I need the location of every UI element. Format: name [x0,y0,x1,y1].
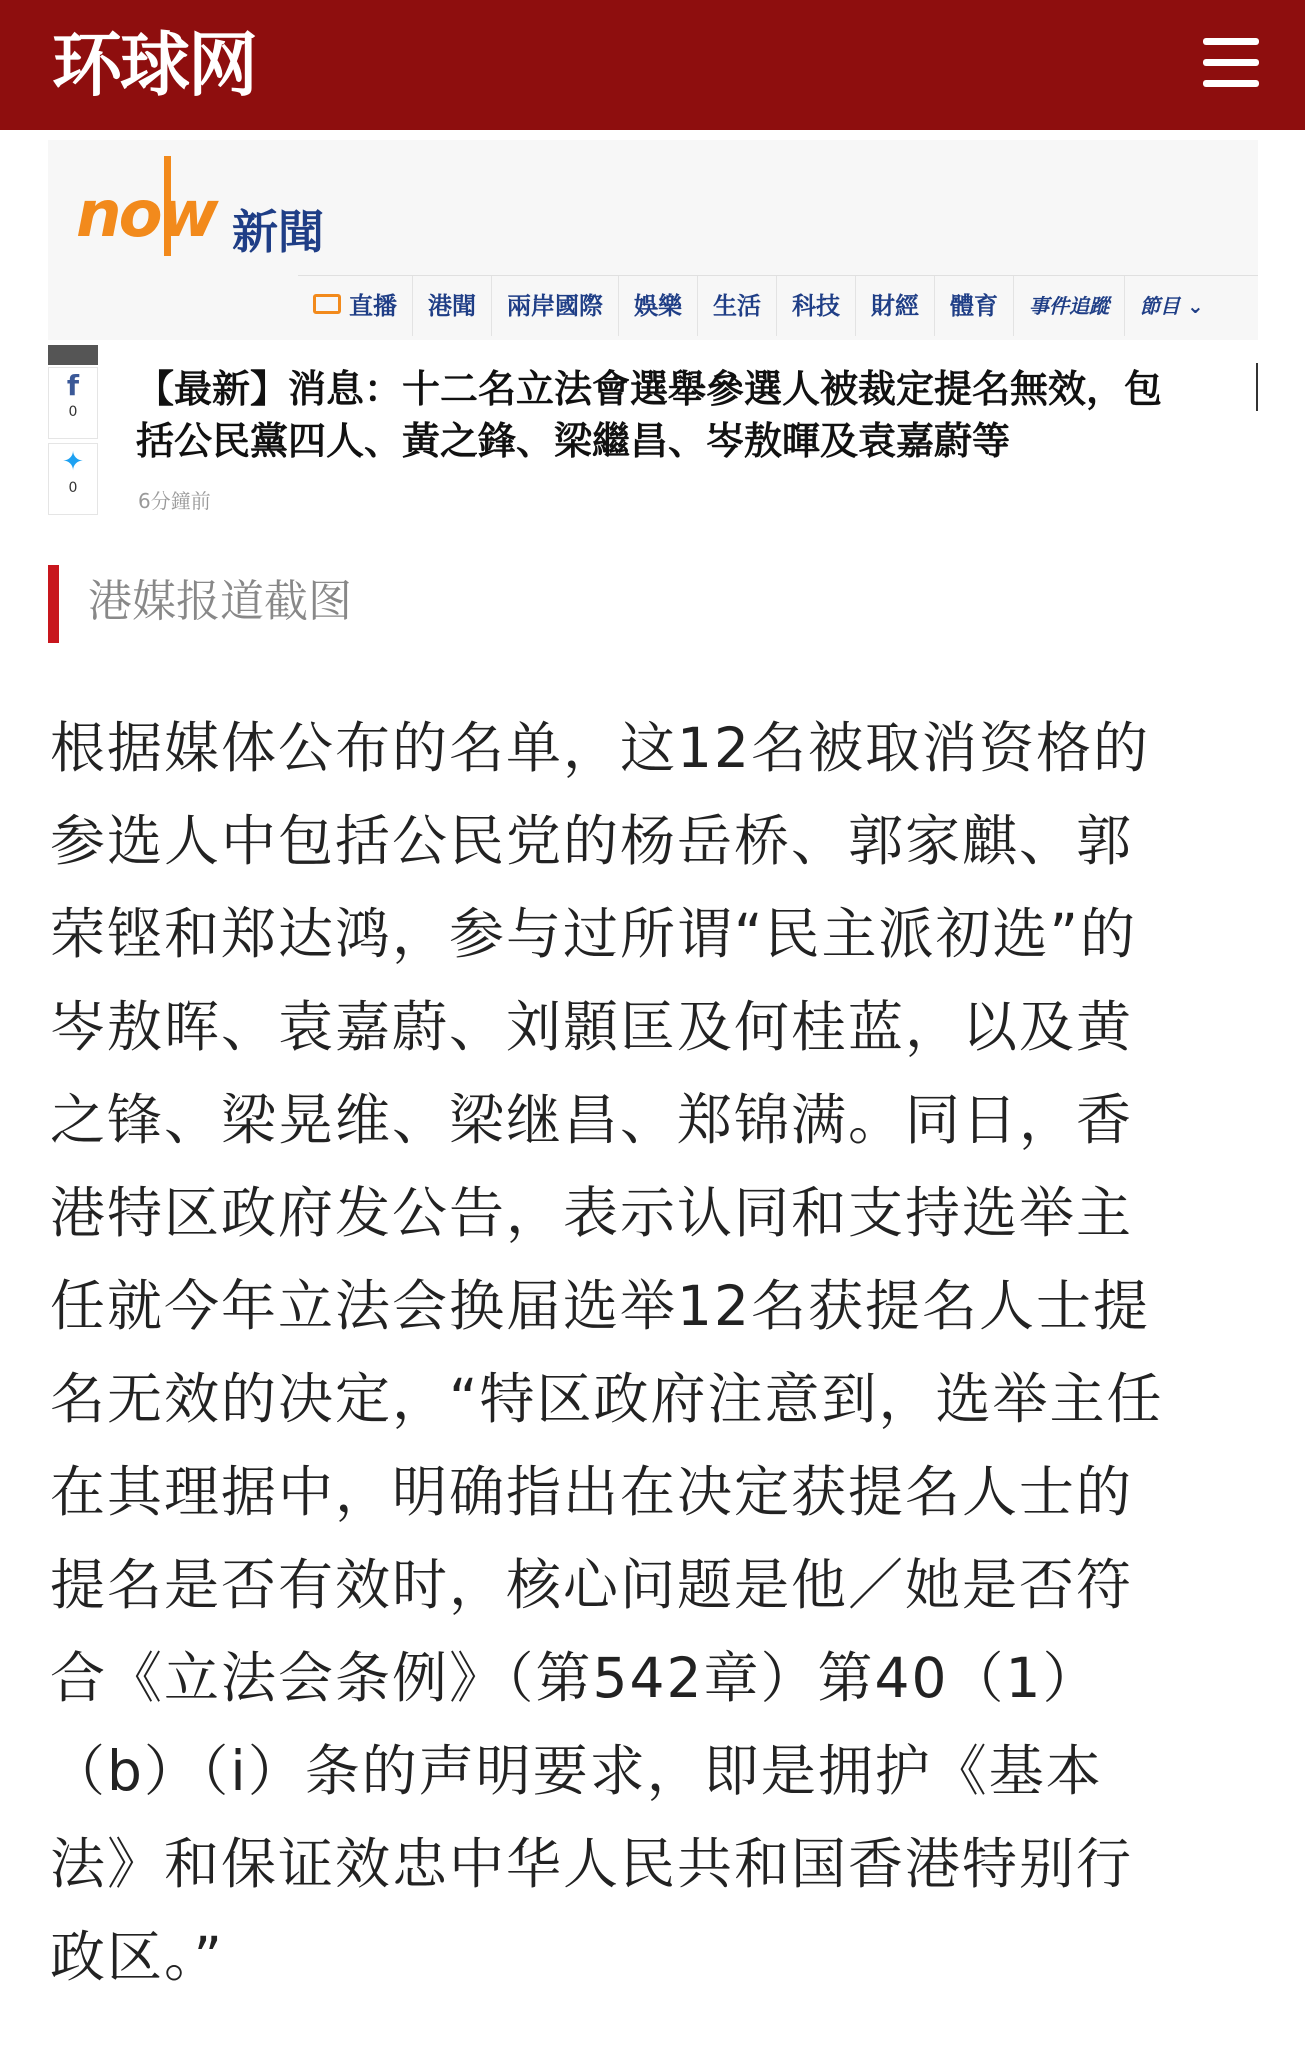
headline-timestamp: 6分鐘前 [138,489,211,513]
nav-item-tracking[interactable]: 事件追蹤 [1014,276,1125,336]
top-bar [0,0,1305,130]
embedded-news-screenshot [48,140,1258,528]
image-caption: 港媒报道截图 [88,576,352,627]
nav-item-local[interactable]: 港聞 [413,276,492,336]
article-line: 任就今年立法会换届选举12名获提名人士提 [50,1274,1150,1338]
tv-icon [313,294,341,314]
nav-item-programs[interactable]: 節目 ⌄ [1140,294,1204,318]
article-line: 根据媒体公布的名单，这12名被取消资格的 [50,716,1150,780]
article-line: 名无效的决定，“特区政府注意到，选举主任 [50,1367,1164,1431]
article-line: 参选人中包括公民党的杨岳桥、郭家麒、郭 [50,809,1134,873]
caption-accent-bar [48,565,59,643]
news-headline[interactable] [136,363,1251,467]
share-bar [48,345,98,528]
article-line: 合《立法会条例》（第542章）第40（1） [50,1646,1100,1710]
headline-area [48,345,1258,528]
nav-item-finance[interactable]: 財經 [856,276,935,336]
article-line: 岑敖晖、袁嘉蔚、刘顥匡及何桂蓝，以及黄 [50,995,1134,1059]
facebook-share-button[interactable] [48,367,98,439]
nav-item-tech[interactable]: 科技 [777,276,856,336]
article-line: （b）（i）条的声明要求，即是拥护《基本 [50,1739,1103,1803]
article-line: 法》和保证效忠中华人民共和国香港特别行 [50,1832,1134,1896]
now-logo-text: now [76,178,216,252]
article-line: 提名是否有效时，核心问题是他／她是否符 [50,1553,1134,1617]
headline-line-1: 【最新】消息：十二名立法會選舉參選人被裁定提名無效，包 [136,367,1163,411]
chevron-down-icon: ⌄ [1180,294,1204,318]
hamburger-menu-icon[interactable] [1203,38,1259,88]
nav-item-entertainment[interactable]: 娛樂 [619,276,698,336]
twitter-share-count: 0 [68,480,78,496]
divider [1256,363,1258,411]
article-line: 荣铿和郑达鸿，参与过所谓“民主派初选”的 [50,902,1137,966]
nav-item-sports[interactable]: 體育 [935,276,1014,336]
site-logo[interactable]: 环球网 [52,24,256,106]
twitter-share-button[interactable] [48,443,98,515]
now-news-logo [76,156,336,266]
article-line: 政区。” [50,1925,224,1989]
nav-item-live[interactable]: 直播 [298,276,413,336]
now-news-header [48,140,1258,340]
share-bar-top [48,345,98,365]
article-line: 港特区政府发公告，表示认同和支持选举主 [50,1181,1134,1245]
facebook-share-count: 0 [68,404,78,420]
nav-item-life[interactable]: 生活 [698,276,777,336]
now-nav-bar [298,275,1258,336]
facebook-icon: f [66,369,80,402]
article-line: 之锋、梁晃维、梁继昌、郑锦满。同日，香 [50,1088,1134,1152]
article-body [50,702,1265,2004]
headline-line-2: 括公民黨四人、黃之鋒、梁繼昌、岑敖暉及袁嘉蔚等 [136,419,1011,463]
article-line: 在其理据中，明确指出在决定获提名人士的 [50,1460,1134,1524]
nav-item-international[interactable]: 兩岸國際 [492,276,619,336]
news-logo-text: 新聞 [232,205,324,259]
twitter-icon: ✦ [62,447,84,477]
